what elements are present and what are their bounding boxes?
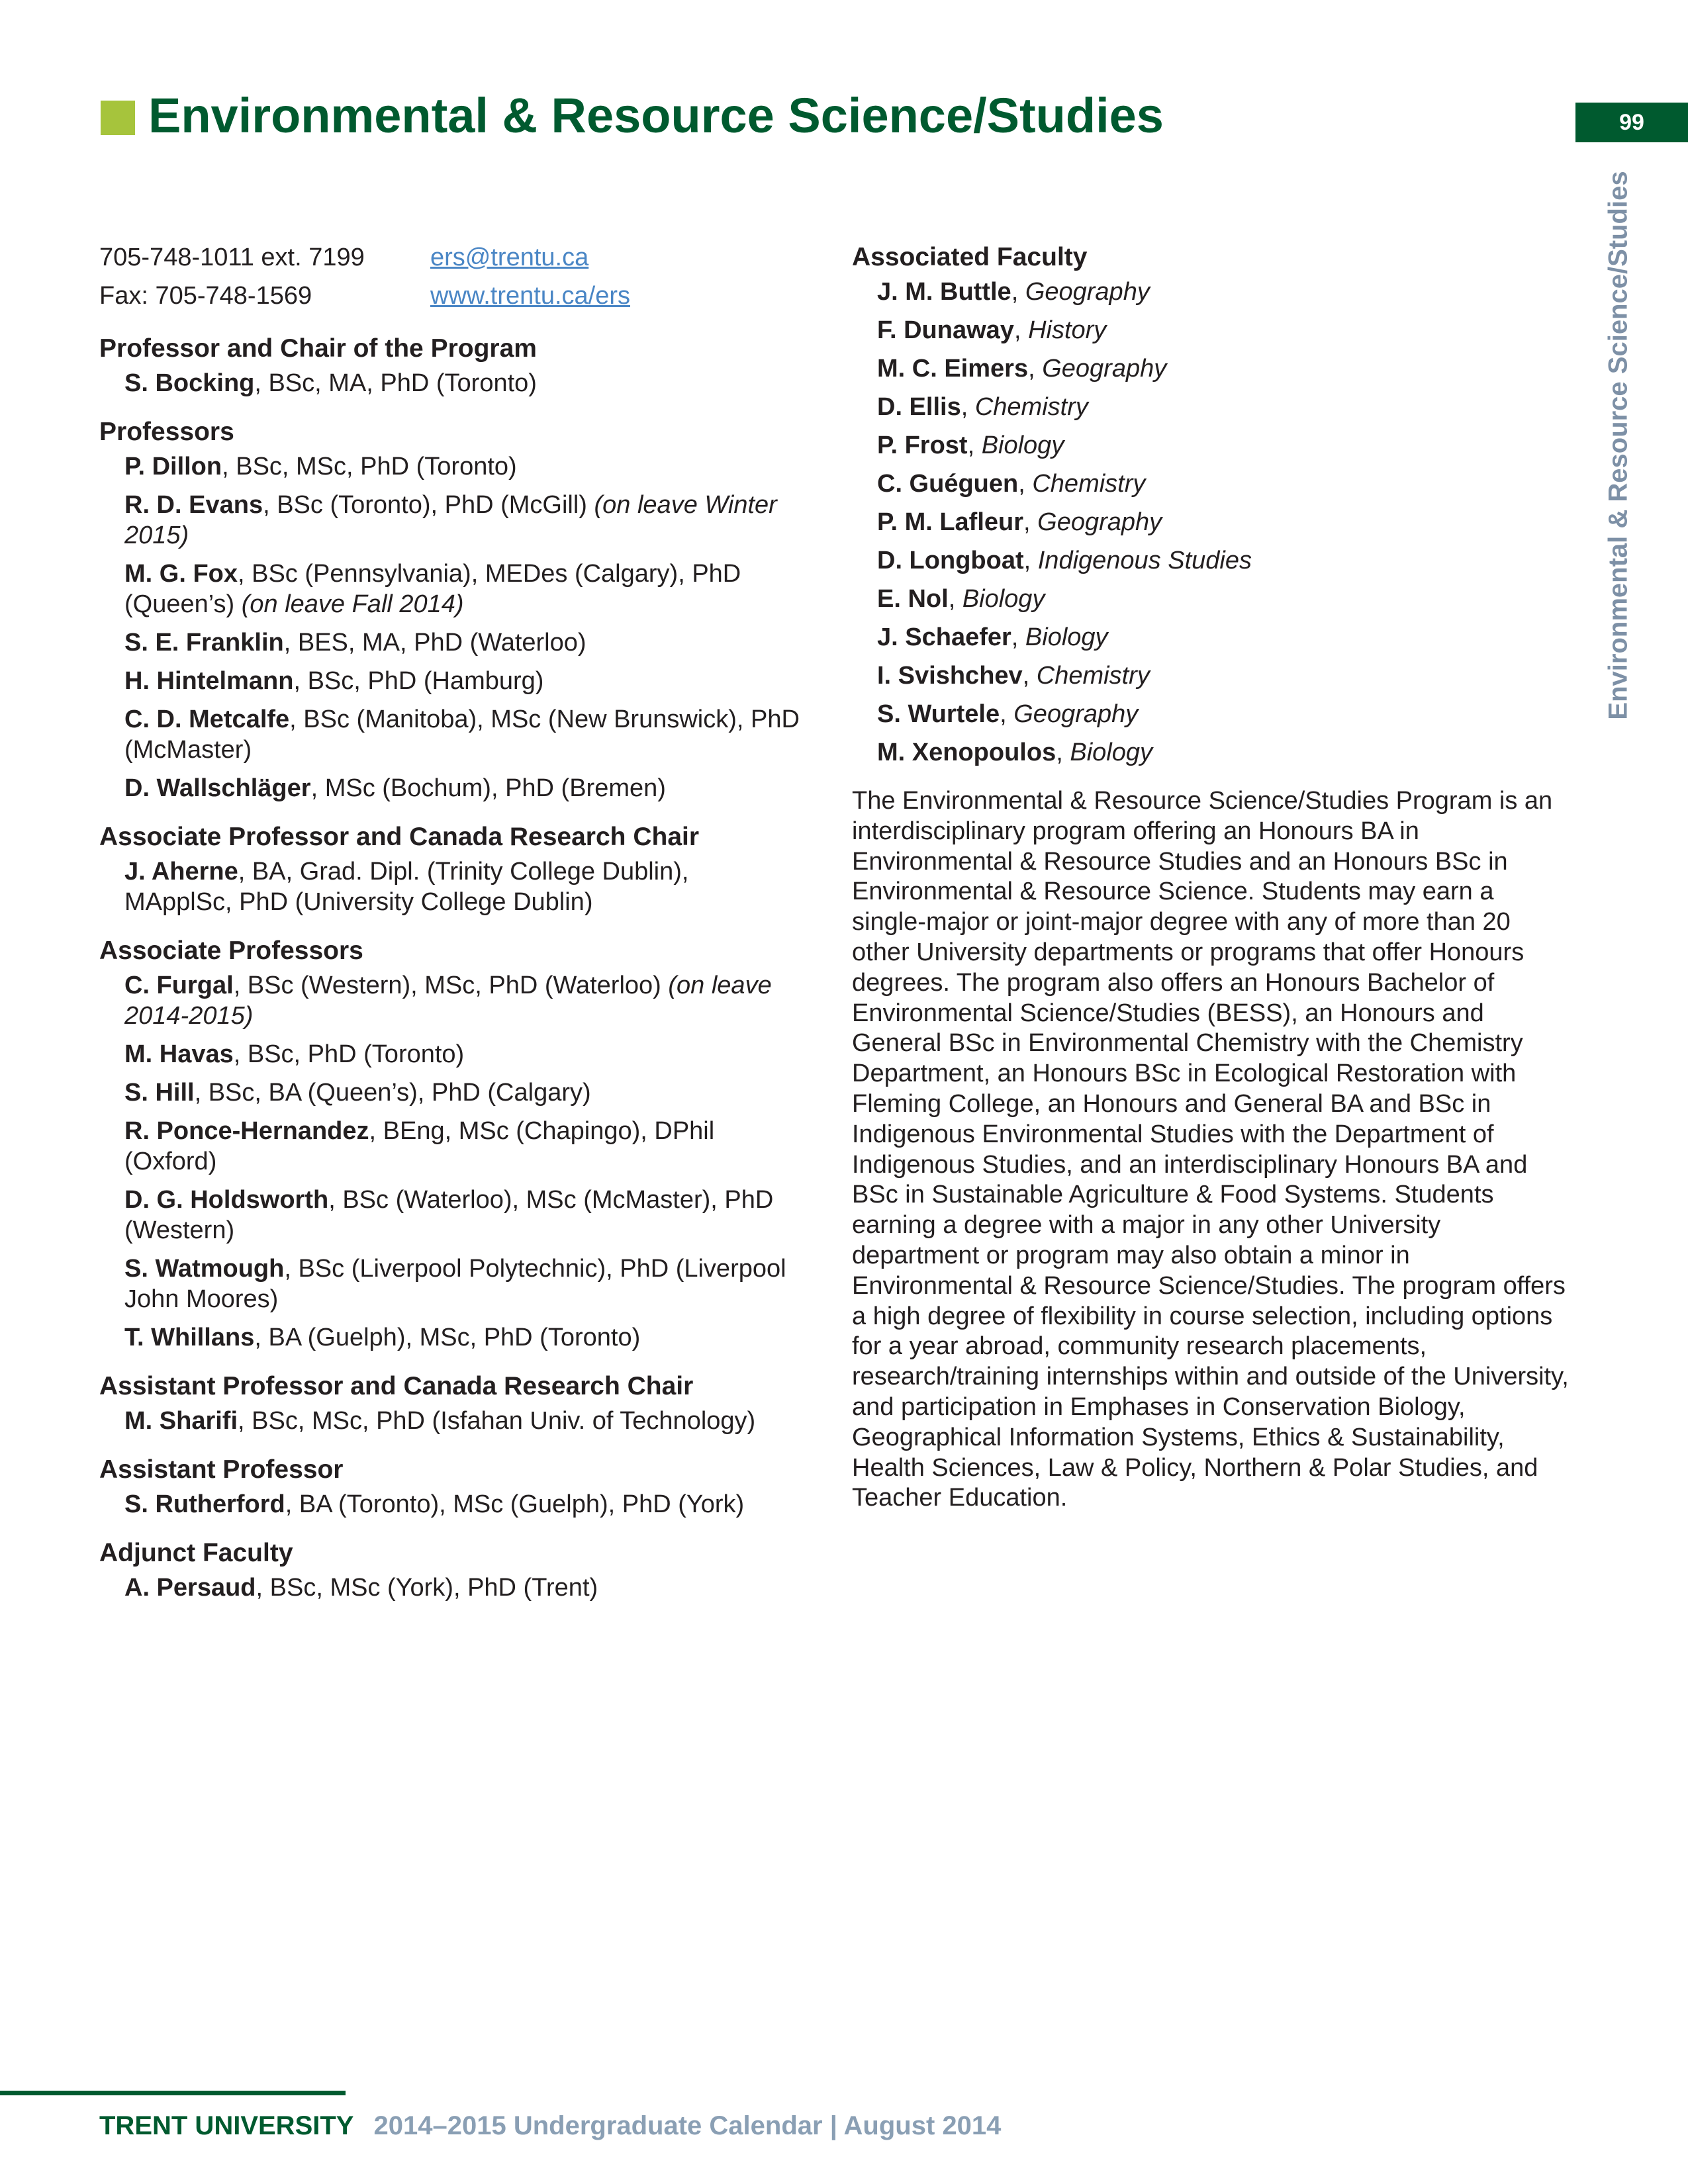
associated-department: Chemistry — [974, 393, 1088, 421]
associated-separator: , — [1056, 739, 1070, 766]
section-assistant-professor — [99, 1451, 801, 1520]
associated-separator: , — [1000, 700, 1014, 728]
associated-name: D. Longboat — [877, 547, 1024, 574]
faculty-entry — [99, 1489, 801, 1520]
section-associate-professors — [99, 932, 801, 1353]
footer-rule — [0, 2091, 346, 2095]
faculty-name: T. Whillans — [124, 1324, 255, 1351]
associated-entry — [852, 507, 1573, 537]
associated-separator: , — [1011, 278, 1025, 306]
member-list — [99, 368, 801, 398]
associated-separator: , — [1028, 355, 1043, 383]
faculty-name: R. Ponce-Hernandez — [124, 1117, 369, 1145]
faculty-name: S. Bocking — [124, 369, 255, 397]
section-heading: Adjunct Faculty — [99, 1539, 293, 1567]
associated-name: J. M. Buttle — [877, 278, 1011, 306]
faculty-credentials: , BEng, MSc (Chapingo), DPhil (Oxford) — [124, 1117, 715, 1175]
associated-department: Geography — [1025, 278, 1150, 306]
faculty-entry — [99, 627, 801, 658]
faculty-leave-note: (on leave Fall 2014) — [241, 590, 464, 618]
faculty-credentials: , BA (Toronto), MSc (Guelph), PhD (York) — [285, 1490, 745, 1518]
associated-entry — [852, 545, 1573, 576]
faculty-leave-note: (on leave Winter 2015) — [124, 491, 777, 549]
associated-name: J. Schaefer — [877, 623, 1011, 651]
associated-entry — [852, 584, 1573, 614]
faculty-name: D. G. Holdsworth — [124, 1186, 329, 1214]
associated-department: Indigenous Studies — [1037, 547, 1252, 574]
faculty-credentials: , BA (Guelph), MSc, PhD (Toronto) — [254, 1324, 641, 1351]
faculty-name: C. D. Metcalfe — [124, 705, 290, 733]
faculty-entry — [99, 490, 801, 551]
faculty-entry — [99, 451, 801, 482]
associated-name: I. Svishchev — [877, 662, 1023, 690]
section-chair — [99, 330, 801, 398]
contact-block — [99, 238, 801, 315]
faculty-name: C. Furgal — [124, 972, 234, 999]
associated-entry — [852, 353, 1573, 384]
faculty-entry — [99, 1116, 801, 1177]
associated-name: S. Wurtele — [877, 700, 1000, 728]
associated-member-list — [852, 277, 1573, 768]
faculty-entry — [99, 1406, 801, 1436]
side-tab-label: Environmental & Resource Science/Studies — [1603, 170, 1633, 720]
program-description: The Environmental & Resource Science/Studies Program is an interdisciplinary program offering an Honours BA in Environmental & Resource Studies and an Honours BSc in Environmental & Resource Science. Students may earn a single-major or joint-major degree with any of more than 20 other University departments or programs that offer Honours degrees. The program also offers an Honours Bachelor of Environmental Science/Studies (BESS), an Honours and General BSc in Environmental Chemistry with the Chemistry Department, an Honours BSc in Ecological Restoration with Fleming College, an Honours and General BA and BSc in Indigenous Environmental Studies with the Department of Indigenous Studies, and an interdisciplinary Honours BA and BSc in Sustainable Agriculture & Food Systems. Students earning a degree with a major in any other University department or program may also obtain a minor in Environmental & Resource Science/Studies. The program offers a high degree of flexibility in course selection, including options for a year abroad, community research placements, research/training internships within and outside of the University, and participation in Emphases in Conservation Biology, Geographical Information Systems, Ethics & Sustainability, Health Sciences, Law & Policy, Northern & Polar Studies, and Teacher Education. — [852, 787, 1569, 1512]
member-list — [99, 1406, 801, 1436]
associated-entry — [852, 469, 1573, 499]
faculty-name: D. Wallschläger — [124, 774, 311, 802]
faculty-name: M. Sharifi — [124, 1407, 238, 1435]
faculty-name: S. E. Franklin — [124, 629, 284, 657]
associated-department: Geography — [1042, 355, 1167, 383]
associated-entry — [852, 277, 1573, 307]
associated-name: E. Nol — [877, 585, 949, 613]
email-link[interactable]: ers@trentu.ca — [430, 244, 589, 271]
faculty-credentials: , BA, Grad. Dipl. (Trinity College Dublin), MApplSc, PhD (University College Dublin) — [124, 858, 689, 916]
left-column — [99, 238, 801, 1611]
associated-entry — [852, 392, 1573, 422]
associated-entry — [852, 699, 1573, 729]
associated-name: P. Frost — [877, 432, 968, 459]
associated-entry — [852, 622, 1573, 653]
faculty-name: A. Persaud — [124, 1574, 256, 1602]
faculty-credentials: , BSc, BA (Queen’s), PhD (Calgary) — [194, 1079, 591, 1107]
faculty-name: M. G. Fox — [124, 560, 238, 588]
associated-name: M. Xenopoulos — [877, 739, 1056, 766]
faculty-entry — [99, 1322, 801, 1353]
faculty-credentials: , BSc, MSc, PhD (Toronto) — [222, 453, 517, 480]
title-square-icon — [101, 101, 135, 135]
associated-name: F. Dunaway — [877, 316, 1014, 344]
section-heading: Associate Professor and Canada Research Chair — [99, 823, 700, 851]
faculty-entry — [99, 704, 801, 765]
section-professors — [99, 413, 801, 803]
faculty-entry — [99, 1077, 801, 1108]
associated-entry — [852, 315, 1573, 345]
section-heading: Assistant Professor — [99, 1455, 344, 1484]
faculty-entry — [99, 559, 801, 619]
website-link[interactable]: www.trentu.ca/ers — [430, 282, 630, 310]
section-heading: Associate Professors — [99, 936, 363, 965]
associated-entry — [852, 430, 1573, 461]
faculty-credentials: , BSc (Pennsylvania), MEDes (Calgary), PhD (Queen’s) — [124, 560, 741, 618]
associated-separator: , — [1013, 316, 1029, 344]
faculty-leave-note: (on leave 2014-2015) — [124, 972, 772, 1030]
faculty-credentials: , BSc (Western), MSc, PhD (Waterloo) — [233, 972, 669, 999]
side-tab — [1599, 169, 1638, 721]
associated-department: Biology — [962, 585, 1045, 613]
faculty-credentials: , MSc (Bochum), PhD (Bremen) — [310, 774, 666, 802]
associated-department: Biology — [981, 432, 1064, 459]
member-list — [99, 970, 801, 1353]
associated-separator: , — [948, 585, 962, 613]
faculty-credentials: , BSc, PhD (Hamburg) — [293, 667, 544, 695]
faculty-entry — [99, 773, 801, 803]
faculty-entry — [99, 970, 801, 1031]
fax-number: Fax: 705-748-1569 — [99, 282, 312, 310]
faculty-credentials: , BSc, PhD (Toronto) — [233, 1040, 465, 1068]
member-list — [99, 451, 801, 803]
phone-number: 705-748-1011 ext. 7199 — [99, 244, 365, 271]
member-list — [99, 856, 801, 917]
faculty-entry — [99, 1039, 801, 1069]
associated-name: P. M. Lafleur — [877, 508, 1024, 536]
faculty-credentials: , BSc (Liverpool Polytechnic), PhD (Liverpool John Moores) — [124, 1255, 786, 1313]
member-list — [99, 1489, 801, 1520]
associated-separator: , — [967, 432, 982, 459]
associated-entry — [852, 660, 1573, 691]
faculty-name: S. Rutherford — [124, 1490, 285, 1518]
faculty-credentials: , BES, MA, PhD (Waterloo) — [283, 629, 586, 657]
faculty-entry — [99, 368, 801, 398]
section-adjunct-faculty — [99, 1534, 801, 1603]
faculty-entry — [99, 1572, 801, 1603]
associated-name: C. Guéguen — [877, 470, 1019, 498]
associated-department: Biology — [1070, 739, 1152, 766]
associated-separator: , — [961, 393, 975, 421]
faculty-credentials: , BSc, MSc (York), PhD (Trent) — [256, 1574, 598, 1602]
faculty-entry — [99, 856, 801, 917]
section-heading: Assistant Professor and Canada Research Chair — [99, 1372, 694, 1400]
faculty-name: J. Aherne — [124, 858, 238, 886]
faculty-name: S. Hill — [124, 1079, 195, 1107]
associated-department: Chemistry — [1032, 470, 1146, 498]
associated-department: Biology — [1025, 623, 1108, 651]
associated-department: Geography — [1013, 700, 1139, 728]
faculty-credentials: , BSc (Manitoba), MSc (New Brunswick), PhD (McMaster) — [124, 705, 800, 764]
associated-separator: , — [1018, 470, 1033, 498]
associated-separator: , — [1023, 547, 1038, 574]
faculty-entry — [99, 666, 801, 696]
member-list — [99, 1572, 801, 1603]
section-heading: Professors — [99, 418, 234, 446]
faculty-name: S. Watmough — [124, 1255, 285, 1283]
faculty-entry — [99, 1253, 801, 1314]
associated-name: M. C. Eimers — [877, 355, 1029, 383]
faculty-name: H. Hintelmann — [124, 667, 294, 695]
faculty-credentials: , BSc, MA, PhD (Toronto) — [254, 369, 537, 397]
associated-separator: , — [1011, 623, 1025, 651]
contact-fax-row — [99, 277, 801, 315]
section-associate-crc — [99, 818, 801, 917]
associated-entry — [852, 737, 1573, 768]
footer-university: TRENT UNIVERSITY — [99, 2111, 354, 2140]
faculty-entry — [99, 1185, 801, 1246]
section-assistant-crc — [99, 1367, 801, 1436]
associated-department: Chemistry — [1036, 662, 1150, 690]
associated-name: D. Ellis — [877, 393, 961, 421]
faculty-name: P. Dillon — [124, 453, 222, 480]
faculty-credentials: , BSc (Waterloo), MSc (McMaster), PhD (Western) — [124, 1186, 774, 1244]
section-heading: Associated Faculty — [852, 243, 1088, 271]
associated-separator: , — [1022, 662, 1037, 690]
faculty-name: R. D. Evans — [124, 491, 263, 519]
footer-calendar: 2014–2015 Undergraduate Calendar | August 2014 — [373, 2111, 1002, 2140]
associated-department: Geography — [1037, 508, 1162, 536]
page-title: Environmental & Resource Science/Studies — [148, 88, 1164, 143]
contact-phone-row — [99, 238, 801, 277]
associated-department: History — [1028, 316, 1107, 344]
section-associated-faculty — [852, 238, 1573, 768]
page-number: 99 — [1575, 103, 1688, 142]
footer — [99, 2111, 1001, 2141]
faculty-credentials: , BSc, MSc, PhD (Isfahan Univ. of Technology) — [238, 1407, 756, 1435]
right-column — [852, 238, 1573, 1514]
faculty-credentials: , BSc (Toronto), PhD (McGill) — [263, 491, 594, 519]
faculty-name: M. Havas — [124, 1040, 234, 1068]
associated-separator: , — [1023, 508, 1038, 536]
section-heading: Professor and Chair of the Program — [99, 334, 537, 363]
